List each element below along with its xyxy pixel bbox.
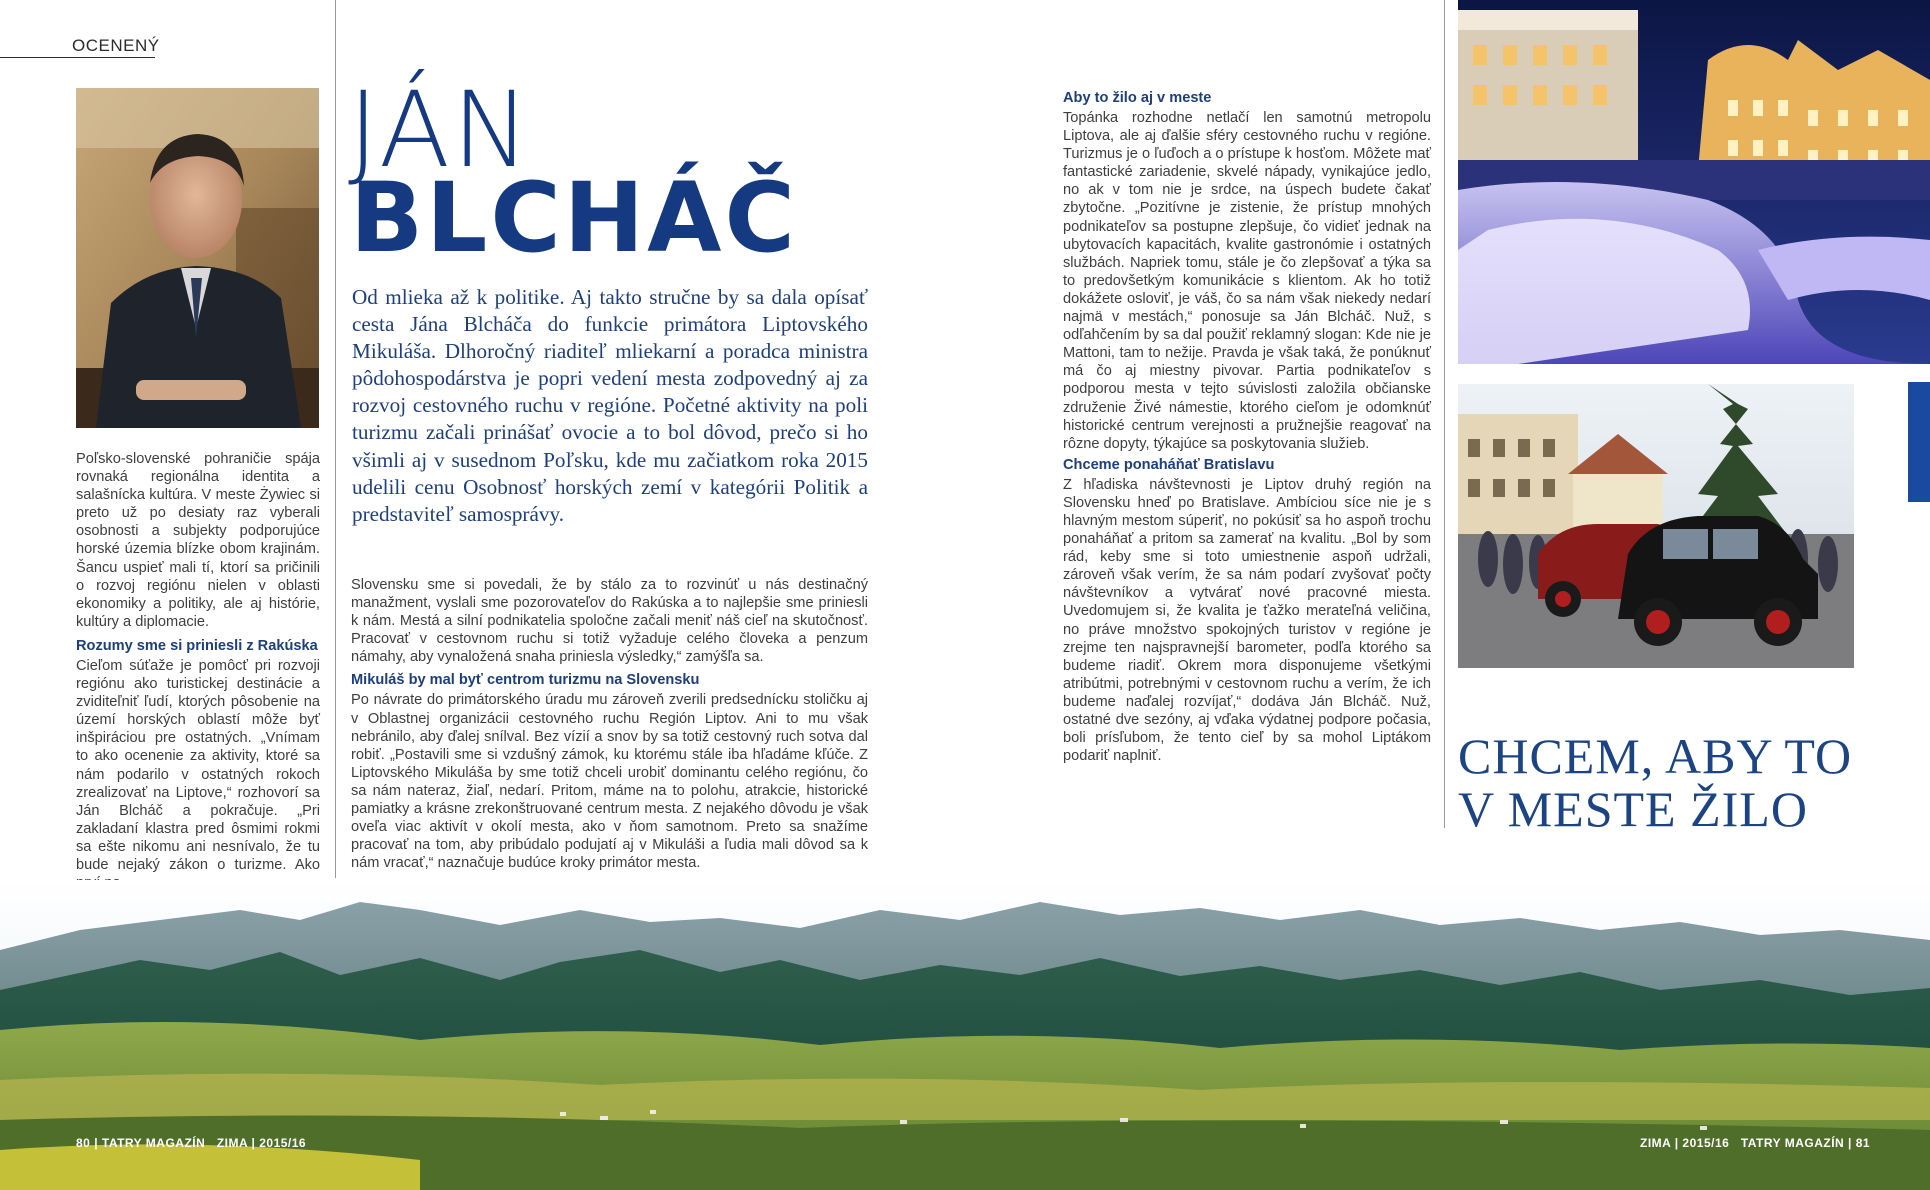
title-first-name: JÁN [348,69,532,191]
section-tag-label: OCENENÝ [72,36,160,55]
column-divider-left [335,0,336,878]
portrait-photo [76,88,319,428]
left-column-heading: Rozumy sme si priniesli z Rakúska [76,637,318,654]
folio-right: ZIMA | 2015/16 TATRY MAGAZÍN | 81 [1640,1136,1871,1150]
folio-right-season: ZIMA [1640,1136,1671,1150]
folio-right-magazine: TATRY MAGAZÍN [1740,1136,1845,1150]
column-divider-right [1444,0,1445,828]
folio-left-season: ZIMA [216,1136,248,1150]
right-paragraph-2: Z hľadiska návštevnosti je Liptov druhý región na Slovensku hneď po Bratislave. Ambíciou síce nie je s hlavným mestom súperiť, no pokúsiť sa ho aspoň trochu ponaháňať a pritom sa zamerať na kvalitu. „Bol by som rád, keby sme si toto umiestnenie aspoň udržali, zároveň však verím, že sa nám podarí zvyšovať počty návštevníkov a vytvárať nové pracovné miesta. Uvedomujem si, že kvalita je ťažko merateľná veličina, no práve množstvo spokojných turistov v regióne je zrejme ten najspravnejší barometer, podľa ktorého sa budeme riadiť. Okrem mora disponujeme všetkými atribútmi, potrebnými v cestovnom ruchu a verím, že ich budeme naďalej rozvíjať,“ dodáva Ján Blcháč. Nuž, ostatné dve sezóny, aj vďaka výdatnej podpore počasia, boli prísľubom, že tento cieľ by sa mohol Liptákom podariť naplniť. [1063,476,1431,765]
blue-edge-strip [1908,382,1930,502]
left-column [76,450,320,892]
folio-right-page: 81 [1855,1136,1871,1150]
left-body-text: Cieľom súťaže je pomôcť pri rozvoji regiónu ako turistickej destinácie a zviditeľniť ľudí, ktorých pôsobenie na území horských oblastí môže byť inšpiráciou pre ostatných. „Vnímam to ako ocenenie za aktivity, ktoré sa nám podarilo v ostatných rokoch zrealizovať na Liptove,“ rozhovorí sa Ján Blcháč a pokračuje. „Pri zakladaní klastra pred ôsmimi rokmi sa ešte nikomu ani nesnívalo, že tu bude nejaký zákon o turizme. Ako [76,657,320,873]
middle-column-heading: Mikuláš by mal byť centrom turizmu na Slovensku [351,672,700,689]
pull-quote-line-2: V MESTE ŽILO [1458,781,1808,837]
lead-paragraph: Od mlieka až k politike. Aj takto stručne by sa dala opísať cesta Jána Blcháča do funkcie primátora Liptovského Mikuláša. Dlhoročný riaditeľ mliekarní a poradca ministra pôdohospodárstva je popri vedení mesta zodpovedný aj za rozvoj cestovného ruchu v regióne. Početné aktivity na poli turizmu začali prinášať ovocie a to bol dôvod, prečo si ho všimli aj v susednom Poľsku, kde mu začiatkom roka 2015 udelili cenu Osobnosť horských zemí v kategórii Politik a predstaviteľ samosprávy. [352,285,868,526]
middle-paragraph-2: Po návrate do primátorského úradu mu zároveň zverili predsednícku stoličku aj v Oblastnej organizácii cestovného ruchu Región Liptov. Ani to mu však nebránilo, aby ďalej snílval. Bez vízií a snov by sa totiž cestovný ruch sotva dal robiť. „Postavili sme si vzdušný zámok, ku ktorému stále iba hľadáme kľúče. Z Liptovského Mikuláša by sme totiž chceli urobiť dominantu celého regiónu, čo sa nám nateraz, žiaľ, nedarí. Pritom, máme na to polohu, atrakcie, historické pamiatky a krásne zrekonštruované centrum mesta. Z nejakého dôvodu je však oveľa viac aktivít v okolí mesta, ako v ňom samotnom. Preto sa snažíme pracovať na tom, aby pribúdalo podujatí aj v Mikuláši a ľudia mali dôvod sa k nám vracať,“ naznačuje budúce kroky primátor mesta. [351,692,868,872]
vintage-car-photo [1458,384,1854,668]
right-paragraph-1: Topánka rozhodne netlačí len samotnú metropolu Liptova, ale aj ďalšie sféry cestovného ruchu v regióne. Turizmus je o ľuďoch a o prístupe k hosťom. Môžete mať fantastické zariadenie, skvelé nápady, vynikajúce jedlo, no ak v tom nie je srdce, na úspech budete čakať zbytočne. „Pozitívne je zistenie, že prístup mnohých podnikateľov sa postupne zlepšuje, čo vidieť jednak na ubytovacích kapacitách, kvalite gastronómie i ostatných službách. Napriek tomu, stále je čo zlepšovať a týka sa to predovšetkým komunikácie s klientom. Ak ho totiž dokážete osloviť, je váš, čo sa nám však niekedy nedarí najmä v mestách,“ ponosuje sa Ján Blcháč. Nuž, s odľahčením by sa dal použiť reklamný slogan: Kde nie je Mattoni, tam to nežije. Pravda je však taká, že ponúknuť má čo aj miestny pivovar. Partia podnikateľov s podporou mesta v tejto súvislosti založila občianske združenie Živé námestie, ktorého cieľom je odomknúť historické centrum verejnosti a pružnejšie reagovať na rôzne dopyty, týkajúce sa poskytovania služieb. [1063,110,1431,452]
folio-left: 80 | TATRY MAGAZÍN ZIMA | 2015/16 [76,1136,307,1150]
folio-left-year: 2015/16 [259,1136,307,1150]
right-heading-1: Aby to žilo aj v meste [1063,90,1212,106]
folio-left-page: 80 [76,1136,91,1150]
right-column [1063,89,1431,765]
left-intro-text: Poľsko-slovenské pohraničie spája rovnaká regionálna identita a salašnícka kultúra. V meste Żywiec si preto už po desiaty raz vyberali osobnosti a subjekty podporujúce horské územia blízke obom krajinám. Šancu uspieť mali tí, ktorí sa pričinili o rozvoj regiónu nielen v oblasti ekonomiky a politiky, ale aj histórie, kultúry a diplomacie. [76,451,320,630]
title-last-name: BLCHÁČ [350,162,798,274]
pull-quote-line-1: CHCEM, ABY TO [1458,728,1853,784]
pull-quote [1458,730,1898,836]
folio-right-year: 2015/16 [1682,1136,1730,1150]
middle-paragraph-1: Slovensku sme si povedali, že by stálo za to rozvinúť u nás destinačný manažment, vyslali sme pozorovateľov do Rakúska a to najlepšie sme priniesli k nám. Mestá a silní podnikatelia spoločne začali meniť náš cieľ na skutočnosť. Pracovať v cestovnom ruchu si totiž vyžaduje celého človeka a penzum námahy, aby vynaložená snaha priniesla výsledky,“ zamýšľa sa. [351,577,868,666]
right-heading-2: Chceme ponaháňať Bratislavu [1063,456,1275,473]
winter-town-photo [1458,0,1930,364]
section-tag [0,34,160,58]
middle-column [351,576,868,872]
folio-left-magazine: TATRY MAGAZÍN [101,1136,206,1150]
